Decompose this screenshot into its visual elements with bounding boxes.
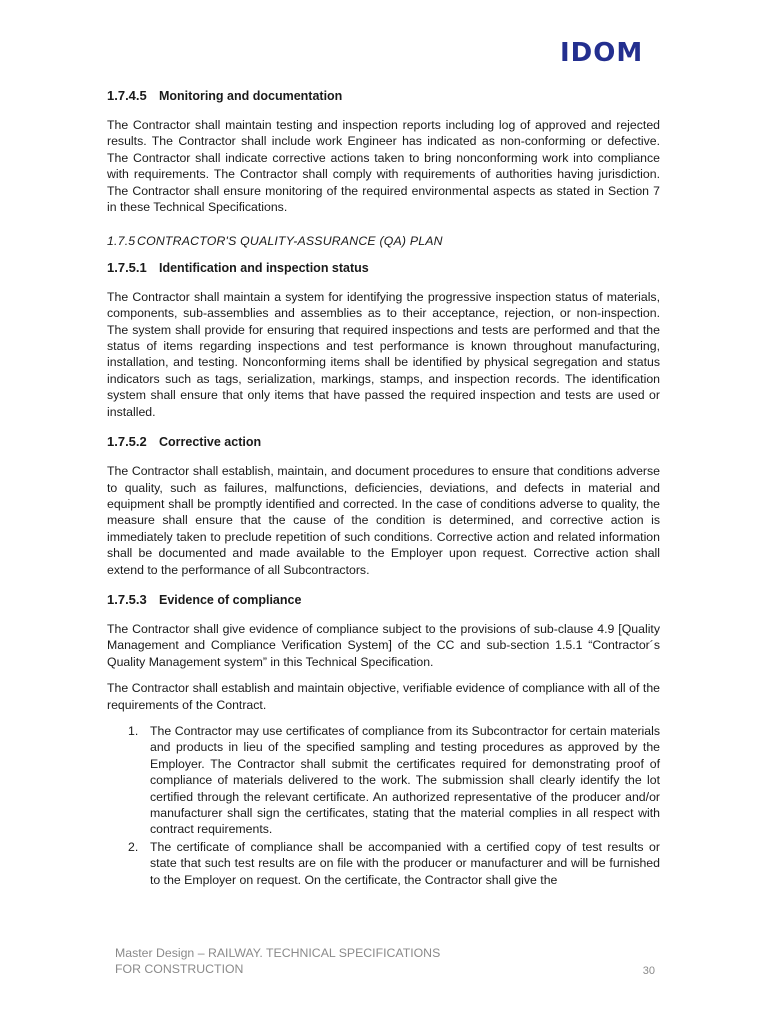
section-title: Identification and inspection status xyxy=(159,260,369,275)
heading-1-7-5-1 xyxy=(107,260,660,278)
list-text: The Contractor may use certificates of compliance from its Subcontractor for certain materials and products in lieu of the specified sampling and testing procedures as approved by the Employer. The Contractor shall submit the certificates required for demonstrating proof of compliance of materials delivered to the work. The submission shall clearly identify the lot certified through the relevant certificate. An authorized representative of the producer and/or manufacturer shall sign the certificates, stating that the material complies in all respect with contract requirements. xyxy=(150,723,660,837)
list-number: 1. xyxy=(128,723,139,738)
page-footer xyxy=(115,945,655,977)
heading-1-7-5-2 xyxy=(107,434,660,452)
paragraph: The Contractor shall establish, maintain, and document procedures to ensure that conditions adverse to quality, such as failures, malfunctions, deficiencies, deviations, and defects in material and equipment shall be promptly identified and corrected. In the case of conditions adverse to quality, the measure shall ensure that the cause of the condition is determined, and corrective action is immediately taken to preclude repetition of such conditions. Corrective action and related information shall be documented and made available to the Employer upon request. Corrective action shall extend to the performance of all Subcontractors. xyxy=(107,464,660,577)
document-body xyxy=(107,88,660,889)
idom-logo: IDOM xyxy=(560,38,644,68)
heading-1-7-5 xyxy=(107,233,660,249)
section-number: 1.7.5.2 xyxy=(107,434,147,450)
paragraph: The Contractor shall maintain a system for identifying the progressive inspection status of materials, components, sub-assemblies and assemblies as to their acceptance, rejection, or non-inspection. The system shall provide for ensuring that required inspections and tests are performed and that the status of items regarding inspections and test performance is known throughout manufacturing, installation, and testing. Nonconforming items shall be identified by physical segregation and status indicators such as tags, serialization, markings, stamps, and inspection records. The identification system shall ensure that only items that have passed the required inspection and tests are used or installed. xyxy=(107,289,660,419)
section-title: Corrective action xyxy=(159,435,262,450)
section-title: Evidence of compliance xyxy=(159,592,302,607)
page-number: 30 xyxy=(642,965,655,977)
list-number: 2. xyxy=(128,839,139,854)
footer-line-1: Master Design – RAILWAY. TECHNICAL SPECIFICATIONS xyxy=(115,946,441,960)
paragraph: The Contractor shall establish and maintain objective, verifiable evidence of compliance with all of the requirements of the Contract. xyxy=(107,681,660,712)
paragraph: The Contractor shall give evidence of compliance subject to the provisions of sub-clause 4.9 [Quality Management and Compliance Verification System] of the CC and sub-section 1.5.1 “Contractor´s Quality Management system” in this Technical Specification. xyxy=(107,621,660,669)
footer-line-2: FOR CONSTRUCTION xyxy=(115,962,244,976)
numbered-list xyxy=(107,723,660,888)
section-number: 1.7.5.1 xyxy=(107,259,147,275)
list-item xyxy=(107,723,660,838)
section-number: 1.7.5.3 xyxy=(107,591,147,607)
heading-1-7-4-5 xyxy=(107,88,660,106)
section-number: 1.7.5 xyxy=(107,234,136,249)
list-item xyxy=(107,839,660,888)
section-title: CONTRACTOR'S QUALITY-ASSURANCE (QA) PLAN xyxy=(137,234,443,249)
section-title: Monitoring and documentation xyxy=(159,89,343,103)
paragraph: The Contractor shall maintain testing and inspection reports including log of approved and rejected results. The Contractor shall include work Engineer has indicated as non-conforming or defective. The Contractor shall indicate corrective actions taken to bring nonconforming work into compliance with requirements. The Contractor shall comply with requirements of authorities having jurisdiction. The Contractor shall ensure monitoring of the required environmental aspects as stated in Section 7 in these Technical Specifications. xyxy=(107,118,660,215)
heading-1-7-5-3 xyxy=(107,592,660,610)
section-number: 1.7.4.5 xyxy=(107,88,147,103)
list-text: The certificate of compliance shall be accompanied with a certified copy of test results or state that such test results are on file with the producer or manufacturer and will be furnished to the Employer on request. On the certificate, the Contractor shall give the xyxy=(150,839,660,887)
